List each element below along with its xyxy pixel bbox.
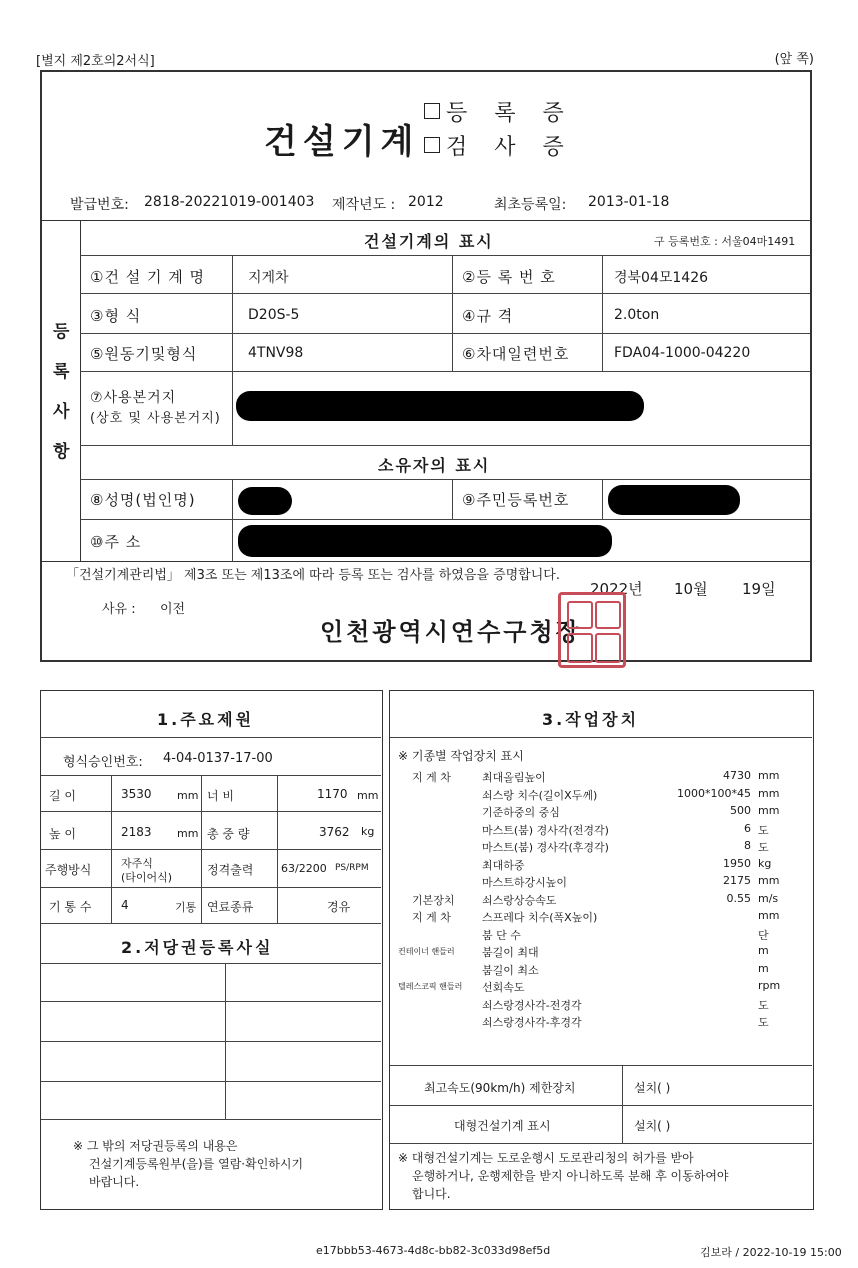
work-item-label: 쇠스랑경사각-후경각 <box>482 1016 582 1029</box>
date-year: 2022년 <box>590 580 643 598</box>
work-item-label: 선회속도 <box>482 981 525 994</box>
length-value: 3530 <box>121 787 152 801</box>
redaction-owner-address <box>238 525 612 557</box>
power-value: 63/2200 <box>281 862 327 875</box>
engine-value: 4TNV98 <box>248 345 304 361</box>
work-device-heading: ※ 기종별 작업장치 표시 <box>398 749 524 763</box>
approval-number: 4-04-0137-17-00 <box>163 751 273 766</box>
reg-number: 경북04모1426 <box>614 270 709 286</box>
power-label: 정격출력 <box>207 863 254 877</box>
issuer-name: 인천광역시연수구청장 <box>320 618 582 646</box>
height-value: 2183 <box>121 825 152 839</box>
type-value: D20S-5 <box>248 307 300 323</box>
work-item-label: 붐 단 수 <box>482 928 521 942</box>
drive-value-sub: (타이어식) <box>121 871 173 884</box>
specs-title: 1.주요제원 <box>157 710 255 729</box>
work-item-label: 쇠스랑경사각-전경각 <box>482 998 582 1012</box>
speed-limiter-label: 최고속도(90km/h) 제한장치 <box>424 1081 576 1095</box>
work-item-unit: mm <box>758 804 780 817</box>
work-item-value: 6 <box>744 821 751 835</box>
serial-value: FDA04-1000-04220 <box>614 345 751 361</box>
work-item-label: 마스트(붐) 경사각(후경각) <box>482 841 609 854</box>
machine-name: 지게차 <box>248 270 289 286</box>
owner-address-label: ⑩주 소 <box>90 533 142 551</box>
approval-label: 형식승인번호: <box>63 755 143 770</box>
registration-certificate <box>40 70 812 662</box>
work-item-value: 1000*100*45 <box>677 786 751 800</box>
large-machine-label: 대형건설기계 표시 <box>454 1119 551 1133</box>
work-item-label: 붐길이 최소 <box>482 963 539 977</box>
weight-unit: kg <box>361 825 375 838</box>
specs-box <box>40 690 383 1210</box>
mortgage-note-1: ※ 그 밖의 저당권등록의 내용은 <box>73 1139 238 1153</box>
document-id: e17bbb53-4673-4d8c-bb82-3c033d98ef5d <box>316 1244 551 1257</box>
work-category: 기본장치 <box>412 893 455 907</box>
machine-section-title: 건설기계의 표시 <box>364 232 494 251</box>
work-item-unit: rpm <box>758 979 781 992</box>
cylinder-value: 4 <box>121 898 129 912</box>
side-label: 등 록 사 항 <box>42 221 81 561</box>
base-sub-label: (상호 및 사용본거지) <box>90 411 221 426</box>
mortgage-note-2: 건설기계등록원부(을)를 열람·확인하시기 <box>89 1157 304 1171</box>
spec-value: 2.0ton <box>614 307 660 323</box>
redaction-address <box>236 391 644 421</box>
width-value: 1170 <box>317 787 348 801</box>
large-note-3: 합니다. <box>412 1187 451 1201</box>
work-item-unit: m/s <box>758 891 779 905</box>
weight-value: 3762 <box>319 825 350 839</box>
cylinder-unit: 기통 <box>175 901 197 914</box>
spec-label: ④규 격 <box>462 307 514 325</box>
work-item-label: 쇠스랑 치수(길이X두께) <box>482 788 598 802</box>
length-label: 길 이 <box>49 789 76 803</box>
resident-number-label: ⑨주민등록번호 <box>462 491 570 509</box>
page-side: (앞 쪽) <box>774 52 814 67</box>
work-item-unit: mm <box>758 769 780 782</box>
work-device-title: 3.작업장치 <box>542 710 640 729</box>
first-reg-date: 2013-01-18 <box>588 194 670 210</box>
work-item-label: 붐길이 최대 <box>482 946 539 959</box>
work-item-unit: 도 <box>758 1016 769 1029</box>
redaction-owner <box>238 487 292 515</box>
work-item-unit: kg <box>758 856 772 870</box>
form-number: [별지 제2호의2서식] <box>36 54 155 69</box>
length-unit: mm <box>177 789 199 802</box>
certify-text: 「건설기계관리법」 제3조 또는 제13조에 따라 등록 또는 검사를 하였음을 증명합니다. <box>66 568 560 583</box>
work-item-label: 마스트(붐) 경사각(전경각) <box>482 823 609 837</box>
print-info: 김보라 / 2022-10-19 15:00 <box>700 1246 842 1259</box>
checkbox-icon <box>424 103 440 119</box>
type-label: ③형 식 <box>90 307 142 325</box>
work-item-unit: mm <box>758 786 780 800</box>
date-month: 10월 <box>674 580 708 598</box>
redaction-resident-number <box>608 485 740 515</box>
issue-number-label: 발급번호: <box>70 197 129 213</box>
checkbox-icon <box>424 137 440 153</box>
manufacture-year: 2012 <box>408 194 444 210</box>
work-item-value: 1950 <box>723 856 751 870</box>
work-category: 텔레스코픽 핸들러 <box>398 982 463 991</box>
work-item-value: 2175 <box>723 874 751 887</box>
engine-label: ⑤원동기및형식 <box>90 345 198 363</box>
drive-value: 자주식 <box>121 857 153 870</box>
reason-label: 사유 : <box>102 602 136 617</box>
checkbox-registration[interactable]: 등 록 증 <box>424 96 574 127</box>
height-label: 높 이 <box>49 827 76 841</box>
work-item-unit: 도 <box>758 998 769 1012</box>
weight-label: 총 중 량 <box>207 827 250 841</box>
large-note-2: 운행하거나, 운행제한을 받지 아니하도록 분해 후 이동하여야 <box>412 1169 729 1183</box>
work-item-label: 스프레다 치수(폭X높이) <box>482 911 598 924</box>
base-label: ⑦사용본거지 <box>90 390 177 406</box>
work-item-value: 8 <box>744 839 751 852</box>
first-reg-label: 최초등록일: <box>494 197 567 213</box>
drive-label: 주행방식 <box>45 863 92 877</box>
owner-name-label: ⑧성명(법인명) <box>90 491 196 509</box>
work-item-label: 최대올림높이 <box>482 771 546 784</box>
work-category: 지 게 차 <box>412 771 451 784</box>
date-day: 19일 <box>742 580 776 598</box>
owner-section-title: 소유자의 표시 <box>378 456 491 475</box>
work-item-label: 기준하중의 중심 <box>482 806 560 819</box>
speed-limiter-value: 설치( ) <box>634 1081 671 1095</box>
reason-value: 이전 <box>160 602 186 617</box>
work-item-unit: mm <box>758 874 780 887</box>
work-item-unit: m <box>758 944 769 957</box>
width-label: 너 비 <box>207 789 234 803</box>
mortgage-note-3: 바랍니다. <box>89 1175 140 1189</box>
work-item-value: 500 <box>730 804 751 817</box>
work-item-unit: mm <box>758 909 780 922</box>
fuel-value: 경유 <box>327 900 351 914</box>
work-item-unit: m <box>758 961 769 975</box>
serial-label: ⑥차대일련번호 <box>462 345 570 363</box>
official-seal-icon <box>558 592 626 668</box>
certificate-title: 건설기계 <box>264 122 420 162</box>
large-note-1: ※ 대형건설기계는 도로운행시 도로관리청의 허가를 받아 <box>398 1151 694 1165</box>
large-machine-value: 설치( ) <box>634 1119 671 1133</box>
work-device-box <box>389 690 814 1210</box>
cylinder-label: 기 통 수 <box>49 900 92 914</box>
issue-number: 2818-20221019-001403 <box>144 194 315 210</box>
work-item-label: 최대하중 <box>482 858 525 872</box>
reg-number-label: ②등 록 번 호 <box>462 268 556 286</box>
registration-grid <box>42 220 810 562</box>
work-item-label: 마스트하강시높이 <box>482 876 568 889</box>
checkbox-inspection[interactable]: 검 사 증 <box>424 130 574 161</box>
work-item-unit: 도 <box>758 841 769 854</box>
work-category: 지 게 차 <box>412 911 451 924</box>
work-item-value: 0.55 <box>726 891 751 905</box>
width-unit: mm <box>357 789 379 802</box>
work-category: 컨테이너 핸들러 <box>398 947 455 956</box>
work-item-label: 쇠스랑상승속도 <box>482 893 557 907</box>
old-registration-number: 구 등록번호 : 서울04마1491 <box>654 235 796 248</box>
work-item-unit: 도 <box>758 823 769 837</box>
fuel-label: 연료종류 <box>207 900 254 914</box>
work-item-unit: 단 <box>758 928 769 942</box>
power-unit: PS/RPM <box>335 863 369 873</box>
height-unit: mm <box>177 827 199 840</box>
mortgage-title: 2.저당권등록사실 <box>121 938 274 957</box>
machine-name-label: ①건 설 기 계 명 <box>90 268 205 286</box>
year-label: 제작년도 : <box>332 197 396 213</box>
work-item-value: 4730 <box>723 769 751 782</box>
